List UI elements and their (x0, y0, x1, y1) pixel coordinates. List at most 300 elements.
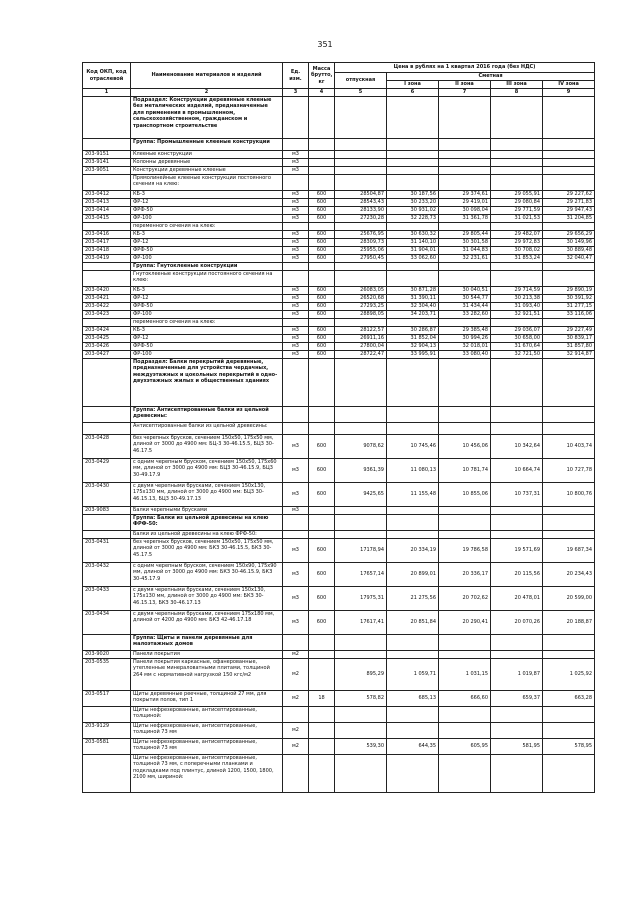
price-p9: 578,95 (543, 738, 595, 754)
price-p9 (543, 722, 595, 738)
price-p7: 29 385,48 (439, 326, 491, 334)
price-p9: 30 889,48 (543, 246, 595, 254)
okp-code: 203-9129 (83, 722, 131, 738)
empty-cell (439, 754, 491, 792)
colnum: 2 (131, 89, 283, 97)
empty-cell (335, 634, 387, 650)
price-p7 (439, 166, 491, 174)
price-p6: 32 904,13 (387, 342, 439, 350)
empty-cell (335, 222, 387, 230)
empty-cell (283, 96, 309, 138)
empty-cell (387, 270, 439, 286)
empty-cell (543, 96, 595, 138)
header-estimate: Сметная (387, 73, 595, 81)
empty-cell (491, 422, 543, 434)
table-row (83, 230, 595, 238)
empty-cell (335, 514, 387, 530)
price-p8: 32 721,50 (491, 350, 543, 358)
unit: м3 (283, 458, 309, 482)
price-p9: 29 947,43 (543, 206, 595, 214)
price-p7: 666,60 (439, 690, 491, 706)
unit: м3 (283, 150, 309, 158)
empty-cell (491, 174, 543, 190)
table-row (83, 166, 595, 174)
okp-code: 203-0413 (83, 198, 131, 206)
section-title: Группа: Антисептированные балки из цельной древесины: (131, 406, 283, 422)
okp-code: 203-0434 (83, 610, 131, 634)
empty-cell (335, 358, 387, 406)
item-name: Балки черепными брусками (131, 506, 283, 514)
price-p9 (543, 506, 595, 514)
colnum: 3 (283, 89, 309, 97)
unit: м3 (283, 190, 309, 198)
table-row (83, 690, 595, 706)
section-title: Подраздел: Конструкции деревянные клееные без металических изделий, предназначенные для применения в промышленном, сельскохозяйственном, гражданском и транспортном строительстве (131, 96, 283, 138)
okp-code: 203-0433 (83, 586, 131, 610)
header-price-title: Цена в рублях на 1 квартал 2016 года (без НДС) (335, 63, 595, 73)
price-p8: 20 115,56 (491, 562, 543, 586)
empty-code (83, 530, 131, 538)
empty-cell (309, 358, 335, 406)
empty-cell (335, 754, 387, 792)
empty-cell (335, 530, 387, 538)
price-p9: 29 656,29 (543, 230, 595, 238)
price-p5: 28122,57 (335, 326, 387, 334)
price-p5: 17657,14 (335, 562, 387, 586)
table-row (83, 538, 595, 562)
price-p5: 9078,62 (335, 434, 387, 458)
mass: 600 (309, 238, 335, 246)
empty-cell (335, 422, 387, 434)
price-p7 (439, 158, 491, 166)
price-p9: 31 204,85 (543, 214, 595, 222)
price-p7: 31 361,78 (439, 214, 491, 222)
item-name: с одним черепным бруском, сечением 150х50, 175х60 мм, длиной от 3000 до 4900 мм: БЦ3 30-46.15.9, БЦ3 30-49.17.9 (131, 458, 283, 482)
empty-cell (283, 530, 309, 538)
colnum: 6 (387, 89, 439, 97)
mass: 600 (309, 214, 335, 222)
price-p5: 28133,90 (335, 206, 387, 214)
section-title: Группа: Промышленные клееные конструкции (131, 138, 283, 150)
empty-cell (283, 422, 309, 434)
price-p9: 29 890,19 (543, 286, 595, 294)
empty-cell (387, 358, 439, 406)
price-p5 (335, 150, 387, 158)
empty-code (83, 174, 131, 190)
mass (309, 158, 335, 166)
okp-code: 203-0416 (83, 230, 131, 238)
table-row (83, 190, 595, 198)
price-p6: 20 851,84 (387, 610, 439, 634)
mass (309, 650, 335, 658)
table-row (83, 586, 595, 610)
empty-cell (543, 634, 595, 650)
price-p9: 32 914,87 (543, 350, 595, 358)
empty-cell (309, 514, 335, 530)
price-p5: 27293,25 (335, 302, 387, 310)
price-p7: 29 419,01 (439, 198, 491, 206)
empty-cell (439, 422, 491, 434)
okp-code: 203-0412 (83, 190, 131, 198)
okp-code: 203-0415 (83, 214, 131, 222)
item-name: Конструкции деревянные клееные (131, 166, 283, 174)
colnum: 1 (83, 89, 131, 97)
price-p6: 31 140,10 (387, 238, 439, 246)
price-p9: 29 227,62 (543, 190, 595, 198)
item-name: ФРФ-50 (131, 302, 283, 310)
empty-cell (491, 138, 543, 150)
okp-code: 203-0431 (83, 538, 131, 562)
item-name: ФР-100 (131, 254, 283, 262)
price-p6 (387, 506, 439, 514)
table-row (83, 722, 595, 738)
item-name: Колонны деревянные (131, 158, 283, 166)
price-p9 (543, 158, 595, 166)
price-p7: 20 702,62 (439, 586, 491, 610)
price-p8: 29 771,59 (491, 206, 543, 214)
price-p7: 30 040,51 (439, 286, 491, 294)
empty-cell (335, 706, 387, 722)
empty-cell (387, 96, 439, 138)
mass: 600 (309, 230, 335, 238)
price-p8: 581,95 (491, 738, 543, 754)
okp-code: 203-0423 (83, 310, 131, 318)
section-row (83, 138, 595, 150)
mass: 600 (309, 434, 335, 458)
table-row (83, 342, 595, 350)
unit: м2 (283, 650, 309, 658)
unit: м3 (283, 586, 309, 610)
price-p8 (491, 722, 543, 738)
empty-cell (283, 514, 309, 530)
price-p7: 31 434,44 (439, 302, 491, 310)
subheading: Антисептированные балки из цельной древесины: (131, 422, 283, 434)
empty-cell (491, 358, 543, 406)
empty-cell (439, 270, 491, 286)
price-p6: 11 155,48 (387, 482, 439, 506)
empty-cell (439, 406, 491, 422)
empty-cell (335, 174, 387, 190)
table-row (83, 150, 595, 158)
item-name: с двумя черепными брусками, сечением 150х130, 175х130 мм, длиной от 3000 до 4900 мм: БЦ3 30-46.15.13, БЦ3 30-49.17.13 (131, 482, 283, 506)
price-p5 (335, 158, 387, 166)
subheading: переменного сечения на клею: (131, 318, 283, 326)
section-title: Подраздел: Балки перекрытий деревянные, предназначенные для устройства чердачных, междуэтажных и цокольных перекрытий в одно-двухэтажных жилых и общественных зданиях (131, 358, 283, 406)
unit: м3 (283, 206, 309, 214)
unit: м3 (283, 166, 309, 174)
unit: м3 (283, 198, 309, 206)
table-row (83, 650, 595, 658)
okp-code: 203-0429 (83, 458, 131, 482)
empty-cell (335, 406, 387, 422)
unit: м3 (283, 342, 309, 350)
price-p7: 605,95 (439, 738, 491, 754)
table-row (83, 334, 595, 342)
okp-code: 203-0425 (83, 334, 131, 342)
price-p8: 10 342,64 (491, 434, 543, 458)
header-code: Код ОКП, код отраслевой (83, 63, 131, 89)
subheading: Гнутоклееные конструкции постоянного сечения на клею: (131, 270, 283, 286)
price-p8: 29 036,07 (491, 326, 543, 334)
empty-cell (439, 222, 491, 230)
unit: м3 (283, 158, 309, 166)
price-p7: 32 018,01 (439, 342, 491, 350)
price-p6: 33 995,91 (387, 350, 439, 358)
price-p8: 31 021,53 (491, 214, 543, 222)
price-p5: 27950,45 (335, 254, 387, 262)
mass: 600 (309, 538, 335, 562)
header-unit: Ед. изм. (283, 63, 309, 89)
table-row (83, 206, 595, 214)
okp-code: 203-9083 (83, 506, 131, 514)
subheading-row (83, 222, 595, 230)
item-name: КБ-3 (131, 286, 283, 294)
price-p6: 20 899,01 (387, 562, 439, 586)
empty-cell (283, 222, 309, 230)
empty-cell (309, 406, 335, 422)
table-row (83, 158, 595, 166)
empty-cell (387, 530, 439, 538)
section-row (83, 406, 595, 422)
price-p7: 30 994,26 (439, 334, 491, 342)
unit: м3 (283, 254, 309, 262)
subheading: переменного сечения на клею: (131, 222, 283, 230)
unit: м2 (283, 690, 309, 706)
empty-cell (543, 514, 595, 530)
unit: м3 (283, 286, 309, 294)
empty-cell (387, 318, 439, 326)
okp-code: 203-0427 (83, 350, 131, 358)
header-mass: Масса брутто, кг (309, 63, 335, 89)
price-p8: 31 670,64 (491, 342, 543, 350)
empty-cell (439, 138, 491, 150)
item-name: без черепных брусков, сечением 150х50, 175х50 мм, длиной от 3000 до 4900 мм: БЦ-3 30-46.15.5, БЦ3 30-46.17.5 (131, 434, 283, 458)
empty-cell (491, 754, 543, 792)
empty-cell (543, 318, 595, 326)
okp-code: 203-0581 (83, 738, 131, 754)
empty-code (83, 262, 131, 270)
price-p8 (491, 150, 543, 158)
unit: м2 (283, 658, 309, 690)
item-name: Панели покрытия (131, 650, 283, 658)
price-p5: 539,30 (335, 738, 387, 754)
unit: м2 (283, 738, 309, 754)
mass: 600 (309, 458, 335, 482)
empty-cell (309, 222, 335, 230)
price-p5: 26083,05 (335, 286, 387, 294)
subheading: Щиты нефрезерованные, антисептированные, толщиной: (131, 706, 283, 722)
empty-cell (491, 96, 543, 138)
empty-cell (491, 318, 543, 326)
unit: м3 (283, 230, 309, 238)
unit: м3 (283, 482, 309, 506)
okp-code: 203-0421 (83, 294, 131, 302)
mass (309, 722, 335, 738)
unit: м3 (283, 310, 309, 318)
empty-cell (491, 222, 543, 230)
header-name: Наименование материалов и изделий (131, 63, 283, 89)
table-row (83, 238, 595, 246)
price-p6 (387, 722, 439, 738)
empty-cell (387, 138, 439, 150)
unit: м3 (283, 214, 309, 222)
price-p6: 30 187,56 (387, 190, 439, 198)
mass: 600 (309, 254, 335, 262)
table-row (83, 254, 595, 262)
price-p7: 29 805,44 (439, 230, 491, 238)
price-p5: 895,29 (335, 658, 387, 690)
header-release: отпускная (335, 73, 387, 89)
unit: м3 (283, 334, 309, 342)
price-p9: 30 391,92 (543, 294, 595, 302)
mass: 600 (309, 246, 335, 254)
section-title: Группа: Балки из цельной древесины на клею ФРФ-50: (131, 514, 283, 530)
price-p5: 578,82 (335, 690, 387, 706)
price-p9: 29 271,83 (543, 198, 595, 206)
subheading-row (83, 706, 595, 722)
price-p8: 29 482,07 (491, 230, 543, 238)
empty-cell (543, 754, 595, 792)
price-p6: 33 062,60 (387, 254, 439, 262)
okp-code: 203-0414 (83, 206, 131, 214)
table-row (83, 738, 595, 754)
okp-code: 203-0428 (83, 434, 131, 458)
price-p6: 30 630,32 (387, 230, 439, 238)
table-row (83, 562, 595, 586)
okp-code: 203-9051 (83, 166, 131, 174)
okp-code: 203-0426 (83, 342, 131, 350)
empty-cell (543, 406, 595, 422)
okp-code: 203-0517 (83, 690, 131, 706)
price-p7: 10 456,06 (439, 434, 491, 458)
price-p6 (387, 150, 439, 158)
header-zone-1: I зона (387, 81, 439, 89)
empty-cell (543, 138, 595, 150)
price-p6: 1 059,71 (387, 658, 439, 690)
price-p5: 25676,95 (335, 230, 387, 238)
empty-code (83, 514, 131, 530)
empty-cell (309, 634, 335, 650)
price-p5: 25955,06 (335, 246, 387, 254)
item-name: ФР-12 (131, 198, 283, 206)
empty-cell (283, 138, 309, 150)
subheading-row (83, 422, 595, 434)
mass: 600 (309, 482, 335, 506)
empty-cell (387, 706, 439, 722)
subheading: Щиты нефрезерованные, антисептированные, толщиной 73 мм, с поперечными планками и подкладками под плинтус, длиной 1200, 1500, 1800, 2100 мм, шириной: (131, 754, 283, 792)
price-p9: 32 040,47 (543, 254, 595, 262)
table-row (83, 198, 595, 206)
item-name: КБ-3 (131, 326, 283, 334)
price-p5 (335, 650, 387, 658)
item-name: Щиты нефрезерованные, антисептированные, толщиной 73 мм (131, 722, 283, 738)
empty-cell (439, 634, 491, 650)
price-p8: 30 658,00 (491, 334, 543, 342)
empty-cell (283, 262, 309, 270)
unit: м3 (283, 246, 309, 254)
empty-cell (439, 174, 491, 190)
subheading: Прямолинейные клееные конструкции постоянного сечения на клею: (131, 174, 283, 190)
price-p6: 34 203,71 (387, 310, 439, 318)
price-p8: 30 708,02 (491, 246, 543, 254)
empty-code (83, 138, 131, 150)
header-zone-4: IV зона (543, 81, 595, 89)
price-p5: 9425,65 (335, 482, 387, 506)
empty-cell (491, 270, 543, 286)
price-p7: 30 098,04 (439, 206, 491, 214)
unit: м3 (283, 610, 309, 634)
price-p8: 10 664,74 (491, 458, 543, 482)
price-p7 (439, 650, 491, 658)
price-p8: 20 070,26 (491, 610, 543, 634)
price-p5: 9361,39 (335, 458, 387, 482)
mass: 600 (309, 198, 335, 206)
item-name: с одним черепным бруском, сечением 150х90, 175х90 мм, длиной от 3000 до 4900 мм: БКЗ 30-46.15.9, БКЗ 30-45.17.9 (131, 562, 283, 586)
mass: 600 (309, 610, 335, 634)
header-zone-2: II зона (439, 81, 491, 89)
empty-cell (387, 406, 439, 422)
price-p8 (491, 158, 543, 166)
price-p6: 31 904,01 (387, 246, 439, 254)
price-p9: 20 188,87 (543, 610, 595, 634)
price-p7: 30 544,77 (439, 294, 491, 302)
empty-cell (491, 706, 543, 722)
price-p5: 17975,31 (335, 586, 387, 610)
empty-cell (283, 754, 309, 792)
empty-cell (491, 530, 543, 538)
price-p5: 26520,68 (335, 294, 387, 302)
empty-cell (309, 754, 335, 792)
empty-cell (387, 422, 439, 434)
subheading-row (83, 530, 595, 538)
price-p5: 28543,43 (335, 198, 387, 206)
subheading-row (83, 318, 595, 326)
mass: 600 (309, 586, 335, 610)
empty-cell (335, 318, 387, 326)
price-p9: 31 277,15 (543, 302, 595, 310)
price-p7: 1 031,15 (439, 658, 491, 690)
empty-cell (543, 706, 595, 722)
mass (309, 150, 335, 158)
item-name: Панели покрытия каркасные, офанерованные, утепленные минераловатными плитами, толщиной 264 мм с нормативной нагрузкой 150 кгс/м2 (131, 658, 283, 690)
price-p8: 31 853,24 (491, 254, 543, 262)
empty-cell (543, 262, 595, 270)
price-p7: 32 231,61 (439, 254, 491, 262)
item-name: ФР-12 (131, 334, 283, 342)
table-row (83, 310, 595, 318)
empty-cell (309, 422, 335, 434)
empty-cell (491, 406, 543, 422)
unit: м3 (283, 238, 309, 246)
mass (309, 658, 335, 690)
empty-cell (387, 262, 439, 270)
price-p6: 32 304,40 (387, 302, 439, 310)
price-p7: 30 301,58 (439, 238, 491, 246)
mass: 600 (309, 334, 335, 342)
empty-cell (283, 706, 309, 722)
empty-code (83, 358, 131, 406)
empty-cell (309, 270, 335, 286)
price-p6: 10 745,46 (387, 434, 439, 458)
colnum: 7 (439, 89, 491, 97)
empty-cell (439, 706, 491, 722)
price-table (82, 62, 595, 793)
unit: м3 (283, 302, 309, 310)
item-name: ФРФ-50 (131, 206, 283, 214)
mass: 600 (309, 302, 335, 310)
section-row (83, 358, 595, 406)
table-row (83, 610, 595, 634)
